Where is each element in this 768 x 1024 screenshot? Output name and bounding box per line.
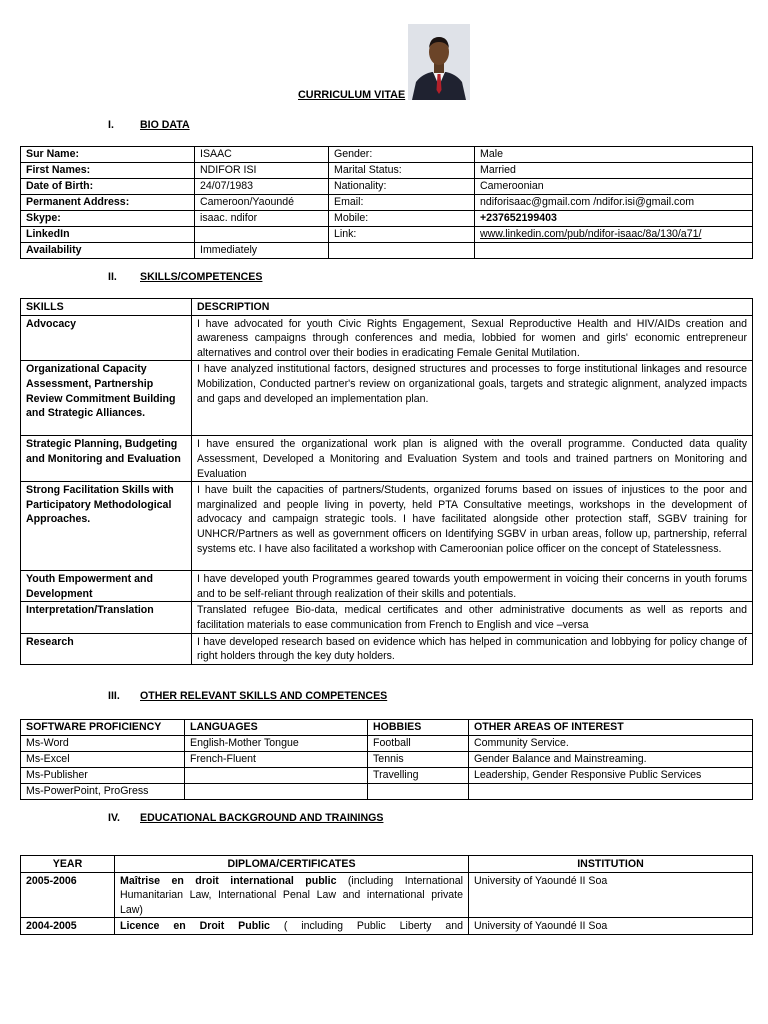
bio-value: Immediately	[195, 243, 329, 259]
skill-description: I have advocated for youth Civic Rights Engagement, Sexual Reproductive Health and HIV/AIDs creation and awareness campaigns through conferences and media, lobbied for women and girls' economic entrepreneur alternatives and control over their bodies in eradicating Female Genital Mutilation.	[192, 315, 753, 361]
table-header-row	[21, 720, 753, 736]
table-row	[21, 211, 753, 227]
column-header: YEAR	[21, 856, 115, 873]
education-year: 2004-2005	[21, 918, 115, 935]
language-cell: English-Mother Tongue	[185, 736, 368, 752]
other-skills-table	[20, 719, 753, 800]
table-row	[21, 243, 753, 259]
bio-label: Availability	[21, 243, 195, 259]
language-cell	[185, 784, 368, 800]
table-row	[21, 163, 753, 179]
bio-label: First Names:	[21, 163, 195, 179]
bio-label: Link:	[329, 227, 475, 243]
education-year: 2005-2006	[21, 872, 115, 918]
bio-value	[475, 243, 753, 259]
section-label: EDUCATIONAL BACKGROUND AND TRAININGS	[140, 812, 384, 824]
bio-label: Skype:	[21, 211, 195, 227]
skill-description: Translated refugee Bio-data, medical certificates and other administrative documents as well as reports and facilitation materials to ease communication from French to English and vice –versa	[192, 602, 753, 633]
bio-label: Gender:	[329, 147, 475, 163]
bio-value: 24/07/1983	[195, 179, 329, 195]
table-row	[21, 768, 753, 784]
education-institution: University of Yaoundé II Soa	[469, 872, 753, 918]
software-cell: Ms-Publisher	[21, 768, 185, 784]
interest-cell: Leadership, Gender Responsive Public Services	[469, 768, 753, 784]
bio-value: Cameroon/Yaoundé	[195, 195, 329, 211]
section-number: IV.	[108, 812, 120, 824]
bio-label: Permanent Address:	[21, 195, 195, 211]
skill-description: I have developed research based on evidence which has helped in communication and lobbying for policy change of right holders through the key duty holders.	[192, 633, 753, 664]
column-header: INSTITUTION	[469, 856, 753, 873]
table-row	[21, 436, 753, 482]
skills-table	[20, 298, 753, 665]
table-row	[21, 752, 753, 768]
bio-value: isaac. ndifor	[195, 211, 329, 227]
skill-description: I have developed youth Programmes geared towards youth empowerment in voicing their concerns in youth forums and to be self-reliant through realization of their skills and potentials.	[192, 571, 753, 602]
table-row	[21, 482, 753, 571]
column-header: DESCRIPTION	[192, 299, 753, 316]
table-row	[21, 571, 753, 602]
interest-cell	[469, 784, 753, 800]
bio-label: LinkedIn	[21, 227, 195, 243]
skill-description: I have ensured the organizational work plan is aligned with the overall programme. Conducted data quality Assessment, Developed a Monitoring and Evaluation System and tools and trained partners on Monitoring and Evaluation	[192, 436, 753, 482]
mobile-value: +237652199403	[475, 211, 753, 227]
education-institution: University of Yaoundé II Soa	[469, 918, 753, 935]
table-row	[21, 784, 753, 800]
software-cell: Ms-PowerPoint, ProGress	[21, 784, 185, 800]
hobby-cell: Football	[368, 736, 469, 752]
education-table	[20, 855, 753, 935]
skill-name: Advocacy	[21, 315, 192, 361]
linkedin-link[interactable]: www.linkedin.com/pub/ndifor-isaac/8a/130/a71/	[475, 227, 753, 243]
hobby-cell	[368, 784, 469, 800]
column-header: SKILLS	[21, 299, 192, 316]
column-header: LANGUAGES	[185, 720, 368, 736]
column-header: OTHER AREAS OF INTEREST	[469, 720, 753, 736]
software-cell: Ms-Excel	[21, 752, 185, 768]
bio-label: Marital Status:	[329, 163, 475, 179]
bio-label: Nationality:	[329, 179, 475, 195]
bio-label: Date of Birth:	[21, 179, 195, 195]
table-row	[21, 736, 753, 752]
skill-description: I have analyzed institutional factors, designed structures and processes to forge institutional linkages and resource Mobilization, Conducted partner's review on organizational goals, targets and strategic alignment, analyzed impacts and gaps and developed an implementation plan.	[192, 361, 753, 436]
table-header-row	[21, 856, 753, 873]
section-label: SKILLS/COMPETENCES	[140, 271, 263, 283]
skill-name: Research	[21, 633, 192, 664]
section-number: I.	[108, 119, 114, 131]
diploma-details: ( including Public Liberty and	[269, 920, 463, 933]
education-diploma	[115, 918, 469, 935]
bio-label: Mobile:	[329, 211, 475, 227]
profile-photo	[408, 24, 470, 100]
diploma-title: Maîtrise en droit international public	[120, 874, 337, 887]
bio-value: Married	[475, 163, 753, 179]
table-row	[21, 602, 753, 633]
table-row	[21, 872, 753, 918]
column-header: HOBBIES	[368, 720, 469, 736]
column-header: DIPLOMA/CERTIFICATES	[115, 856, 469, 873]
document-title: CURRICULUM VITAE	[298, 89, 406, 101]
table-row	[21, 361, 753, 436]
table-row	[21, 633, 753, 664]
table-row	[21, 147, 753, 163]
section-label: BIO DATA	[140, 119, 190, 131]
hobby-cell: Travelling	[368, 768, 469, 784]
section-number: II.	[108, 271, 117, 283]
table-row	[21, 179, 753, 195]
bio-value: Cameroonian	[475, 179, 753, 195]
section-number: III.	[108, 690, 120, 702]
language-cell	[185, 768, 368, 784]
section-label: OTHER RELEVANT SKILLS AND COMPETENCES	[140, 690, 388, 702]
bio-value: NDIFOR ISI	[195, 163, 329, 179]
diploma-details: (including International Humanitarian Law, International Penal Law and international private Law)	[120, 874, 464, 916]
language-cell: French-Fluent	[185, 752, 368, 768]
bio-value	[195, 227, 329, 243]
skill-name: Strategic Planning, Budgeting and Monitoring and Evaluation	[21, 436, 192, 482]
skill-name: Youth Empowerment and Development	[21, 571, 192, 602]
table-row	[21, 195, 753, 211]
column-header: SOFTWARE PROFICIENCY	[21, 720, 185, 736]
education-diploma	[115, 872, 469, 918]
bio-value: ISAAC	[195, 147, 329, 163]
interest-cell: Gender Balance and Mainstreaming.	[469, 752, 753, 768]
table-row	[21, 918, 753, 935]
email-value[interactable]: ndiforisaac@gmail.com /ndifor.isi@gmail.com	[475, 195, 753, 211]
interest-cell: Community Service.	[469, 736, 753, 752]
table-header-row	[21, 299, 753, 316]
bio-data-table	[20, 146, 753, 259]
bio-label: Sur Name:	[21, 147, 195, 163]
skill-name: Strong Facilitation Skills with Participatory Methodological Approaches.	[21, 482, 192, 571]
bio-value: Male	[475, 147, 753, 163]
bio-label: Email:	[329, 195, 475, 211]
skill-description: I have built the capacities of partners/Students, organized forums based on issues of injustices to the poor and marginalized and people living in poverty, held PTA Consultative meetings, workshops in the development of advocacy and campaign strategic tools. I have facilitated alongside other protection staff, SGBV training for UNHCR/Partners as well as government officers on Identifying SGBV in urban areas, follow up, partnership, referral systems etc. I have also facilitated a workshop with Cameroonian police officer on the concept of Statelessness.	[192, 482, 753, 571]
table-row	[21, 227, 753, 243]
diploma-title: Licence en Droit Public	[120, 920, 270, 933]
table-row	[21, 315, 753, 361]
skill-name: Interpretation/Translation	[21, 602, 192, 633]
bio-label	[329, 243, 475, 259]
software-cell: Ms-Word	[21, 736, 185, 752]
hobby-cell: Tennis	[368, 752, 469, 768]
skill-name: Organizational Capacity Assessment, Partnership Review Commitment Building and Strategic Alliances.	[21, 361, 192, 436]
